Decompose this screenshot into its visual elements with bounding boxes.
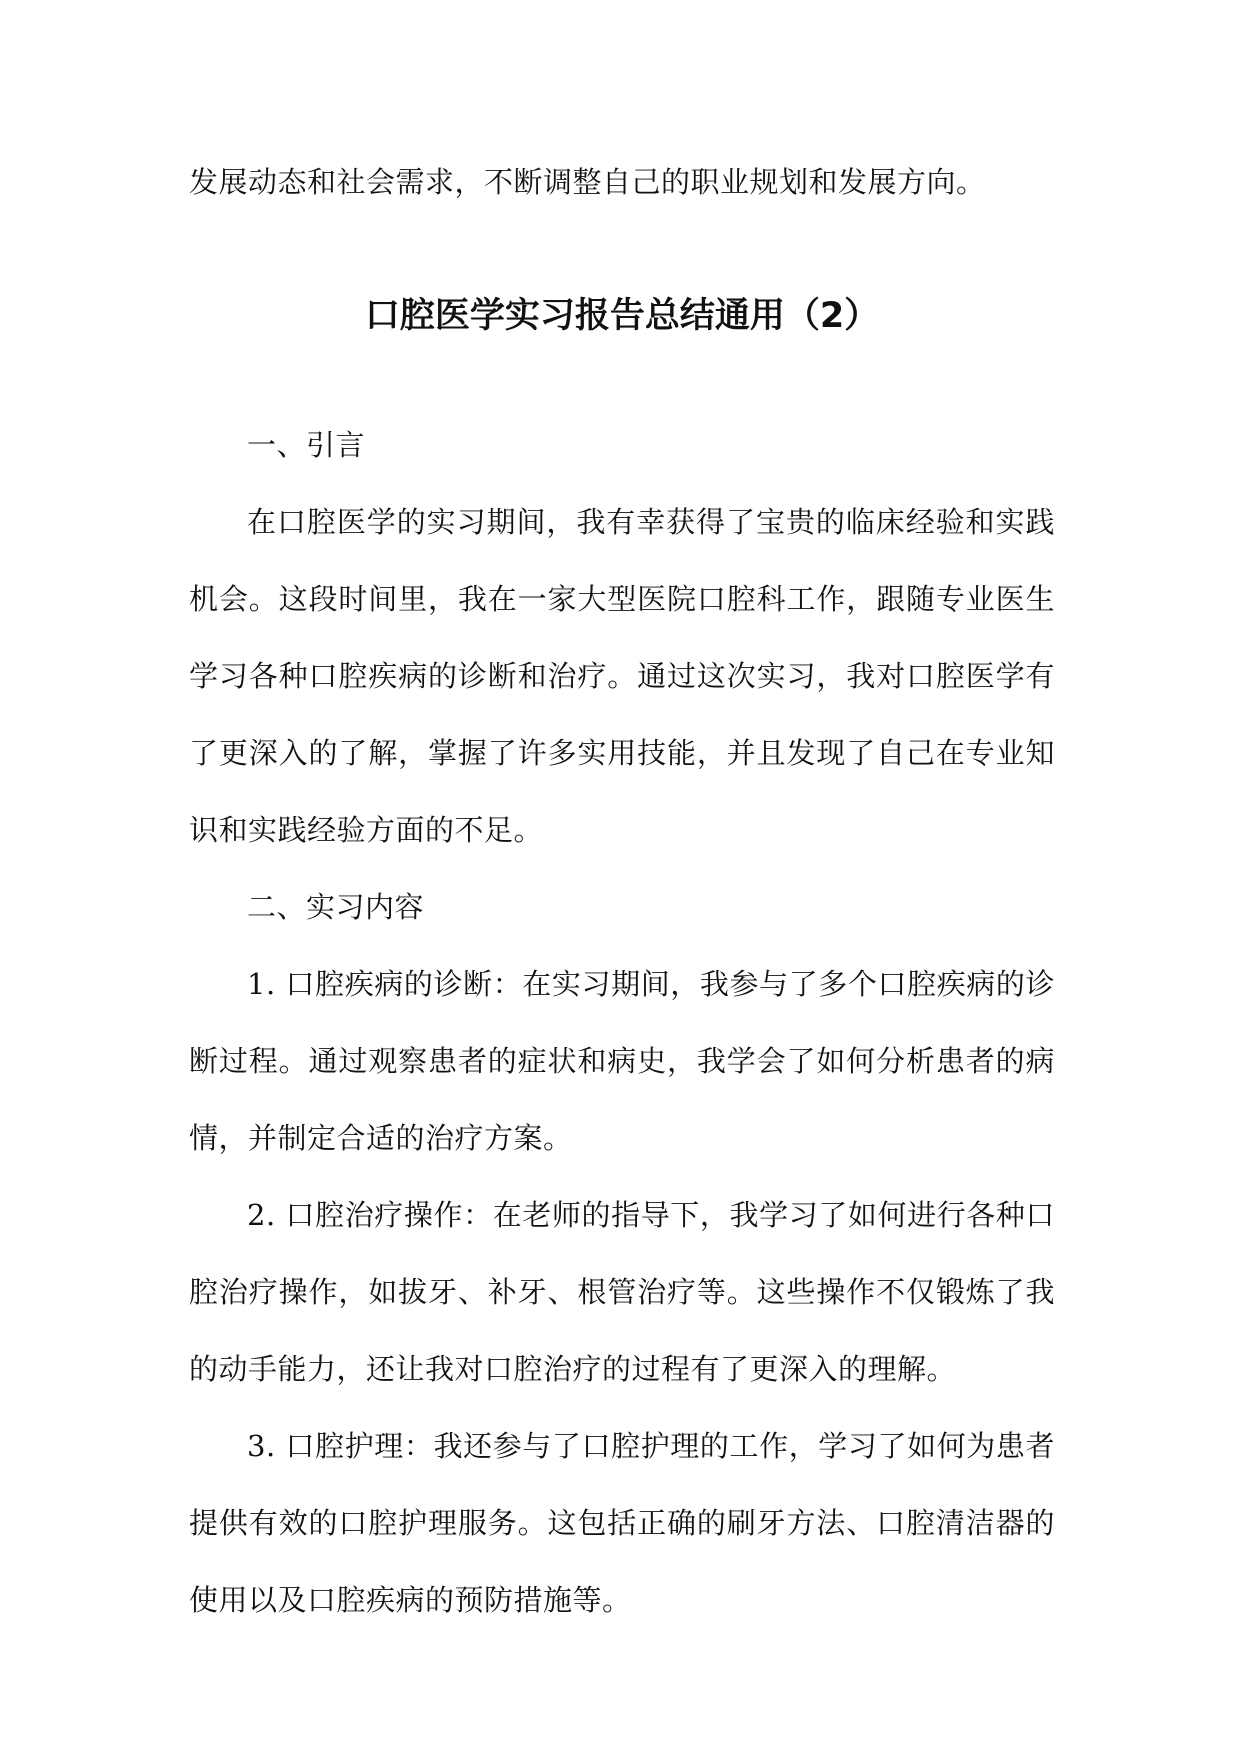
document-title: 口腔医学实习报告总结通用（2）: [364, 296, 880, 336]
content-item-oral-care: 3. 口腔护理：我还参与了口腔护理的工作，学习了如何为患者提供有效的口腔护理服务。这包括正确的刷牙方法、口腔清洁器的使用以及口腔疾病的预防措施等。: [189, 1429, 1055, 1617]
content-item-treatment-operations: 2. 口腔治疗操作：在老师的指导下，我学习了如何进行各种口腔治疗操作，如拔牙、补牙、根管治疗等。这些操作不仅锻炼了我的动手能力，还让我对口腔治疗的过程有了更深入的理解。: [189, 1198, 1055, 1386]
document-body: [189, 144, 1055, 1639]
content-item-diagnosis: 1. 口腔疾病的诊断：在实习期间，我参与了多个口腔疾病的诊断过程。通过观察患者的症状和病史，我学会了如何分析患者的病情，并制定合适的治疗方案。: [189, 967, 1055, 1155]
section-heading-introduction: 一、引言: [247, 428, 366, 462]
introduction-paragraph: 在口腔医学的实习期间，我有幸获得了宝贵的临床经验和实践机会。这段时间里，我在一家大型医院口腔科工作，跟随专业医生学习各种口腔疾病的诊断和治疗。通过这次实习，我对口腔医学有了更深入的了解，掌握了许多实用技能，并且发现了自己在专业知识和实践经验方面的不足。: [189, 505, 1055, 847]
section-heading-internship-content: 二、实习内容: [247, 890, 425, 924]
continuation-paragraph: 发展动态和社会需求，不断调整自己的职业规划和发展方向。: [189, 165, 986, 199]
